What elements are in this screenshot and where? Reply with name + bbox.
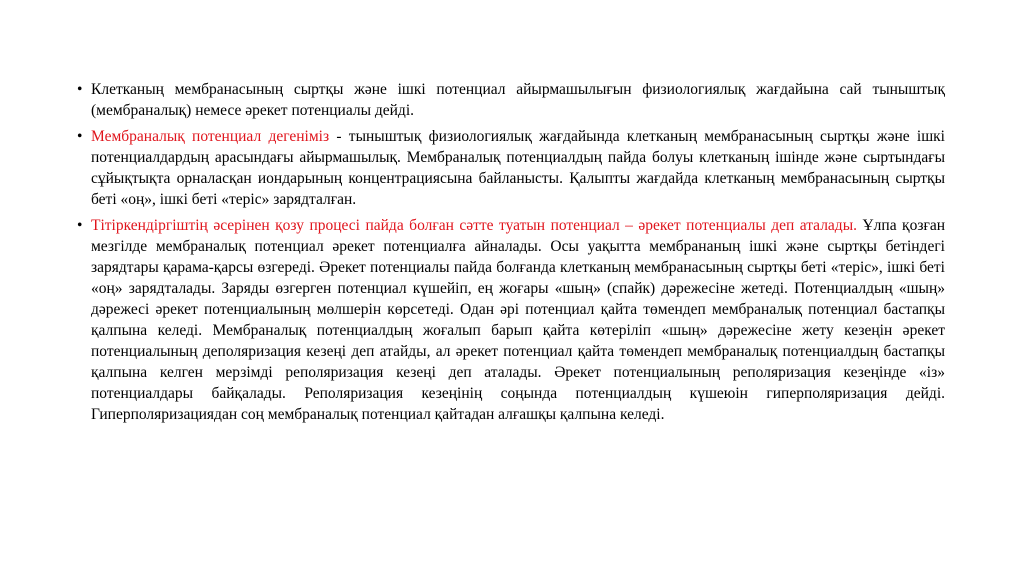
bullet-item-1 — [77, 79, 945, 121]
bullet-marker: • — [77, 81, 83, 98]
bullet-marker: • — [77, 217, 83, 234]
bullet-marker: • — [77, 128, 83, 145]
bullet-text: Ұлпа қозған мезгілде мембраналық потенциал әрекет потенциалға айналады. Осы уақытта мембрананың ішкі және сыртқы бетіндегі зарядтары қарама-қарсы өзгереді. Әрекет потенциалы пайда болғанда клетканың мембранасының сыртқы беті «теріс», ішкі беті «оң» зарядталады. Заряды өзгерген потенциал күшейіп, ең жоғары «шың» (спайк) дәрежесіне жетеді. Потенциалдың «шың» дәрежесі әрекет потенциалының мөлшерін көрсетеді. Одан әрі потенциал қайта төмендеп мембраналық потенциал бастапқы қалпына келеді. Мембраналық потенциалдың жоғалып барып қайта көтеріліп «шың» дәрежесіне жету кезеңін әрекет потенциалының деполяризация кезеңі деп атайды, ал әрекет потенциал қайта төмендеп мембраналық потенциалдың бастапқы қалпына келген мерзімді реполяризация кезеңі деп аталады. Әрекет потенциалының реполяризация кезеңінде «із» потенциалдары байқалады. Реполяризация кезеңінің соңында потенциалдың күшеюін гиперполяризация дейді. Гиперполяризациядан соң мембраналық потенциал қайтадан алғашқы қалпына келеді. — [91, 217, 945, 423]
bullet-text: Клетканың мембранасының сыртқы және ішкі потенциал айырмашылығын физиологиялық жағдайына сай тыныштық (мембраналық) немесе әрекет потенциалы дейді. — [91, 81, 945, 119]
bullet-highlight: Тітіркендіргіштің әсерінен қозу процесі пайда болған сәтте туатын потенциал – әрекет потенциалы деп аталады. — [91, 217, 857, 234]
bullet-highlight: Мембраналық потенциал дегеніміз — [91, 128, 330, 145]
bullet-item-3 — [77, 215, 945, 425]
bullet-text: - тыныштық физиологиялық жағдайында клетканың мембранасының сыртқы және ішкі потенциалдардың арасындағы айырмашылық. Мембраналық потенциалдың пайда болуы клетканың ішінде және сыртындағы сұйықтықта орналасқан иондарының концентрациясына байланысты. Қалыпты жағдайда клетканың мембранасының сыртқы беті «оң», ішкі беті «теріс» зарядталған. — [91, 128, 945, 208]
bullet-item-2 — [77, 126, 945, 210]
bullet-list — [77, 79, 945, 430]
